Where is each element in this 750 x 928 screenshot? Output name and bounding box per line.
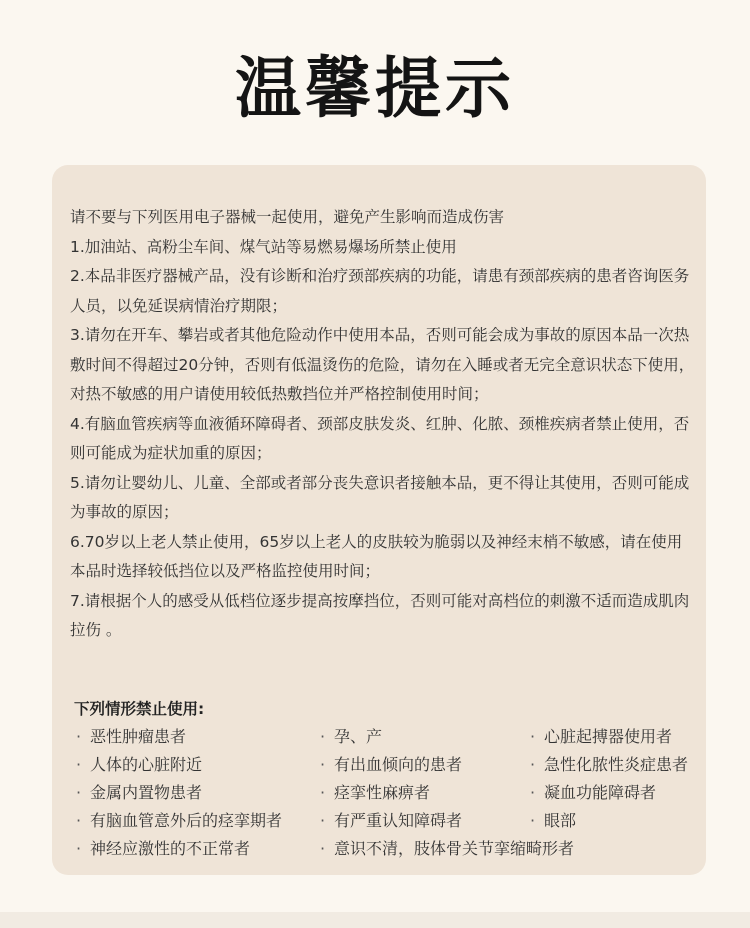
bullet-dot: · — [320, 811, 326, 830]
bullet-dot: · — [530, 727, 536, 746]
note-item-5: 5.请勿让婴幼儿、儿童、全部或者部分丧失意识者接触本品，更不得让其使用，否则可能成为事故的原因； — [70, 473, 690, 521]
bullet-dot: · — [320, 727, 326, 746]
forbidden-item-label: 凝血功能障碍者 — [544, 783, 657, 802]
note-item-4: 4.有脑血管疾病等血液循环障碍者、颈部皮肤发炎、红肿、化脓、颈椎疾病者禁止使用，否则可能成为症状加重的原因； — [70, 414, 690, 462]
bullet-dot: · — [76, 755, 82, 774]
bullet-dot: · — [320, 839, 326, 858]
forbidden-item-label: 人体的心脏附近 — [90, 755, 203, 774]
forbidden-item-label: 有出血倾向的患者 — [334, 755, 463, 774]
bottom-divider — [0, 912, 750, 928]
forbidden-item-label: 意识不清，肢体骨关节挛缩畸形者 — [334, 839, 575, 858]
note-item-3: 3.请勿在开车、攀岩或者其他危险动作中使用本品，否则可能会成为事故的原因本品一次热敷时间不得超过20分钟，否则有低温烫伤的危险，请勿在入睡或者无完全意识状态下使用，对热不敏感的用户请使用较低热敷挡位并严格控制使用时间； — [70, 326, 695, 403]
forbidden-item — [76, 835, 250, 863]
forbidden-item-label: 有脑血管意外后的痉挛期者 — [90, 811, 283, 830]
forbidden-item-label: 眼部 — [544, 811, 577, 830]
forbidden-item-label: 神经应激性的不正常者 — [90, 839, 251, 858]
bullet-dot: · — [530, 755, 536, 774]
forbidden-item-label: 心脏起搏器使用者 — [544, 727, 673, 746]
note-item-7: 7.请根据个人的感受从低档位逐步提高按摩挡位，否则可能对高档位的刺激不适而造成肌肉拉伤 。 — [70, 591, 690, 639]
forbidden-item — [76, 807, 282, 835]
note-item-6: 6.70岁以上老人禁止使用，65岁以上老人的皮肤较为脆弱以及神经末梢不敏感，请在使用本品时选择较低挡位以及严格监控使用时间； — [70, 532, 683, 580]
forbidden-item — [530, 807, 576, 835]
forbidden-item — [530, 751, 688, 779]
bullet-dot: · — [76, 727, 82, 746]
forbidden-item — [320, 807, 462, 835]
forbidden-item-label: 有严重认知障碍者 — [334, 811, 463, 830]
forbidden-item-label: 急性化脓性炎症患者 — [544, 755, 689, 774]
forbidden-item-label: 孕、产 — [334, 727, 383, 746]
forbidden-item — [530, 723, 672, 751]
notice-card — [52, 165, 706, 875]
note-item-2: 2.本品非医疗器械产品，没有诊断和治疗颈部疾病的功能，请患有颈部疾病的患者咨询医务人员，以免延误病情治疗期限； — [70, 267, 690, 315]
bullet-dot: · — [320, 755, 326, 774]
bullet-dot: · — [76, 811, 82, 830]
forbidden-item — [76, 751, 202, 779]
page-title: 温馨提示 — [235, 50, 515, 127]
bullet-dot: · — [320, 783, 326, 802]
forbidden-item — [76, 779, 202, 807]
note-intro: 请不要与下列医用电子器械一起使用，避免产生影响而造成伤害 — [70, 208, 505, 226]
forbidden-heading: 下列情形禁止使用: — [74, 700, 205, 718]
note-item-1: 1.加油站、高粉尘车间、煤气站等易燃易爆场所禁止使用 — [70, 237, 457, 256]
forbidden-item — [76, 723, 186, 751]
forbidden-item-label: 金属内置物患者 — [90, 783, 203, 802]
notes-list — [70, 203, 696, 646]
forbidden-list — [76, 723, 716, 863]
forbidden-item — [320, 779, 430, 807]
forbidden-item — [530, 779, 656, 807]
bullet-dot: · — [76, 783, 82, 802]
forbidden-item — [320, 723, 382, 751]
forbidden-item-label: 痉挛性麻痹者 — [334, 783, 431, 802]
forbidden-item-label: 恶性肿瘤患者 — [90, 727, 187, 746]
forbidden-item — [320, 835, 574, 863]
bullet-dot: · — [530, 811, 536, 830]
bullet-dot: · — [76, 839, 82, 858]
forbidden-item — [320, 751, 462, 779]
bullet-dot: · — [530, 783, 536, 802]
